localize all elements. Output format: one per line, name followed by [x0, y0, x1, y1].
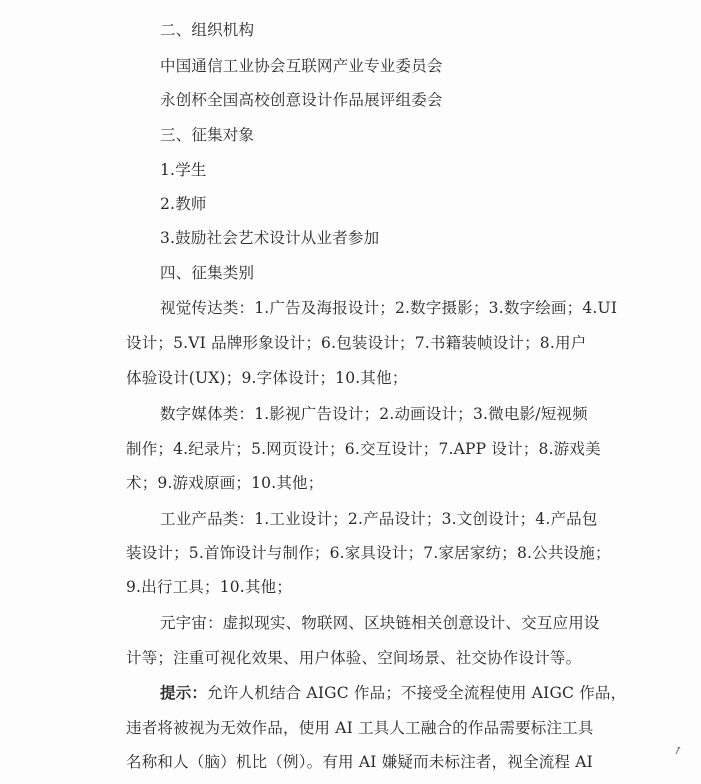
- visual-category-line: 设计；5.VI 品牌形象设计；6.包装设计；7.书籍装帧设计；8.用户: [126, 334, 587, 352]
- visual-category-line: 体验设计(UX)；9.字体设计；10.其他；: [126, 369, 408, 387]
- visual-category-line: 视觉传达类：1.广告及海报设计；2.数字摄影；3.数字绘画；4.UI: [160, 299, 618, 317]
- digital-media-category-line: 制作；4.纪录片；5.网页设计；6.交互设计；7.APP 设计；8.游戏美: [126, 440, 601, 458]
- tip-line: 违者将被视为无效作品，使用 AI 工具人工融合的作品需要标注工具: [126, 719, 594, 737]
- digital-media-category-line: 术；9.游戏原画；10.其他；: [126, 474, 324, 492]
- target-item: 2.教师: [160, 195, 207, 213]
- tip-line: [160, 683, 626, 703]
- tip-line: 名称和人（脑）机比（例）。有用 AI 嫌疑而未标注者，视全流程 AI: [126, 753, 593, 771]
- industrial-category-line: 工业产品类：1.工业设计；2.产品设计；3.文创设计；4.产品包: [160, 510, 598, 528]
- organizer-line: 中国通信工业协会互联网产业专业委员会: [160, 57, 443, 75]
- industrial-category-line: 9.出行工具；10.其他；: [126, 578, 293, 596]
- pen-mark-icon: ↗: [671, 742, 685, 759]
- organizer-line: 永创杯全国高校创意设计作品展评组委会: [160, 91, 443, 109]
- tip-label: 提示：: [160, 683, 208, 702]
- metaverse-category-line: 计等；注重可视化效果、用户体验、空间场景、社交协作设计等。: [126, 649, 582, 667]
- target-item: 3.鼓励社会艺术设计从业者参加: [160, 229, 380, 247]
- digital-media-category-line: 数字媒体类：1.影视广告设计；2.动画设计；3.微电影/短视频: [160, 405, 588, 423]
- target-item: 1.学生: [160, 161, 207, 179]
- tip-text: 允许人机结合 AIGC 作品；不接受全流程使用 AIGC 作品，: [207, 684, 627, 702]
- section-heading-organization: 二、组织机构: [160, 21, 255, 39]
- section-heading-targets: 三、征集对象: [160, 126, 255, 144]
- industrial-category-line: 装设计；5.首饰设计与制作；6.家具设计；7.家居家纺；8.公共设施；: [126, 544, 611, 562]
- section-heading-categories: 四、征集类别: [160, 264, 255, 282]
- metaverse-category-line: 元宇宙：虚拟现实、物联网、区块链相关创意设计、交互应用设: [160, 614, 600, 632]
